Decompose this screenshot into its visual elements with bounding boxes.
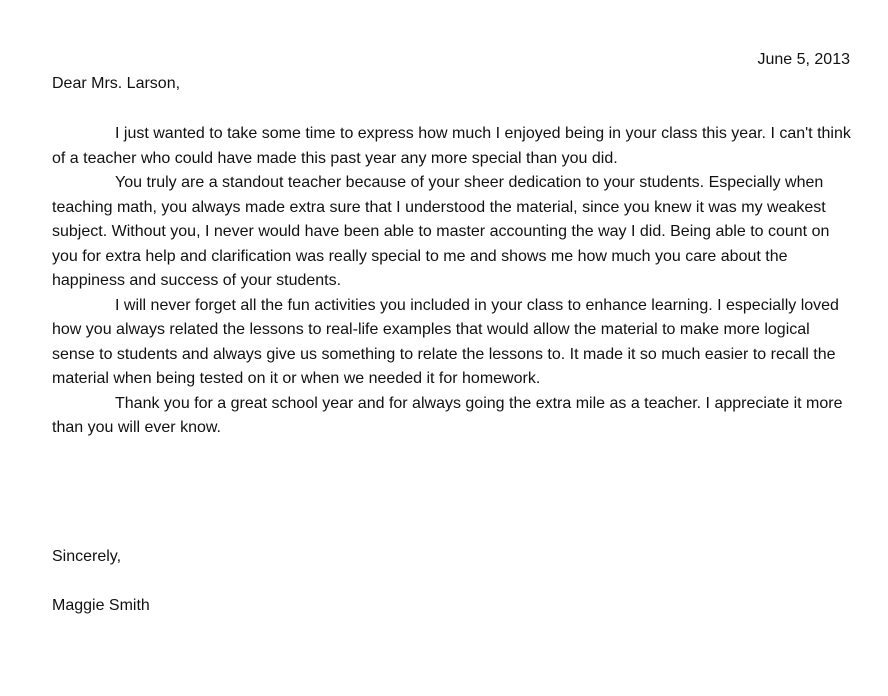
letter-date: June 5, 2013 [757, 51, 850, 68]
paragraph-activities: I will never forget all the fun activities you included in your class to enhance learning. I especially loved how you always related the lessons to real-life examples that would allow the material to make more logical sense to students and always give us something to relate the lessons to. It made it so much easier to recall the material when being tested on it or when we needed it for homework. [52, 296, 839, 387]
paragraph-appreciation: I just wanted to take some time to express how much I enjoyed being in your class this year. I can't think of a teacher who could have made this past year any more special than you did. [52, 125, 851, 167]
letter-salutation: Dear Mrs. Larson, [52, 75, 181, 92]
letter-signature: Maggie Smith [52, 597, 150, 614]
paragraph-dedication: You truly are a standout teacher because of your sheer dedication to your students. Especially when teaching math, you always made extra sure that I understood the material, since you knew it was my weakest subject. Without you, I never would have been able to master accounting the way I did. Being able to count on you for extra help and clarification was really special to me and shows me how much you care about the happiness and success of your students. [52, 174, 830, 289]
paragraph-thanks: Thank you for a great school year and for always going the extra mile as a teacher. I appreciate it more than you will ever know. [52, 394, 843, 436]
letter-body [52, 122, 852, 441]
letter-closing: Sincerely, [52, 548, 122, 565]
